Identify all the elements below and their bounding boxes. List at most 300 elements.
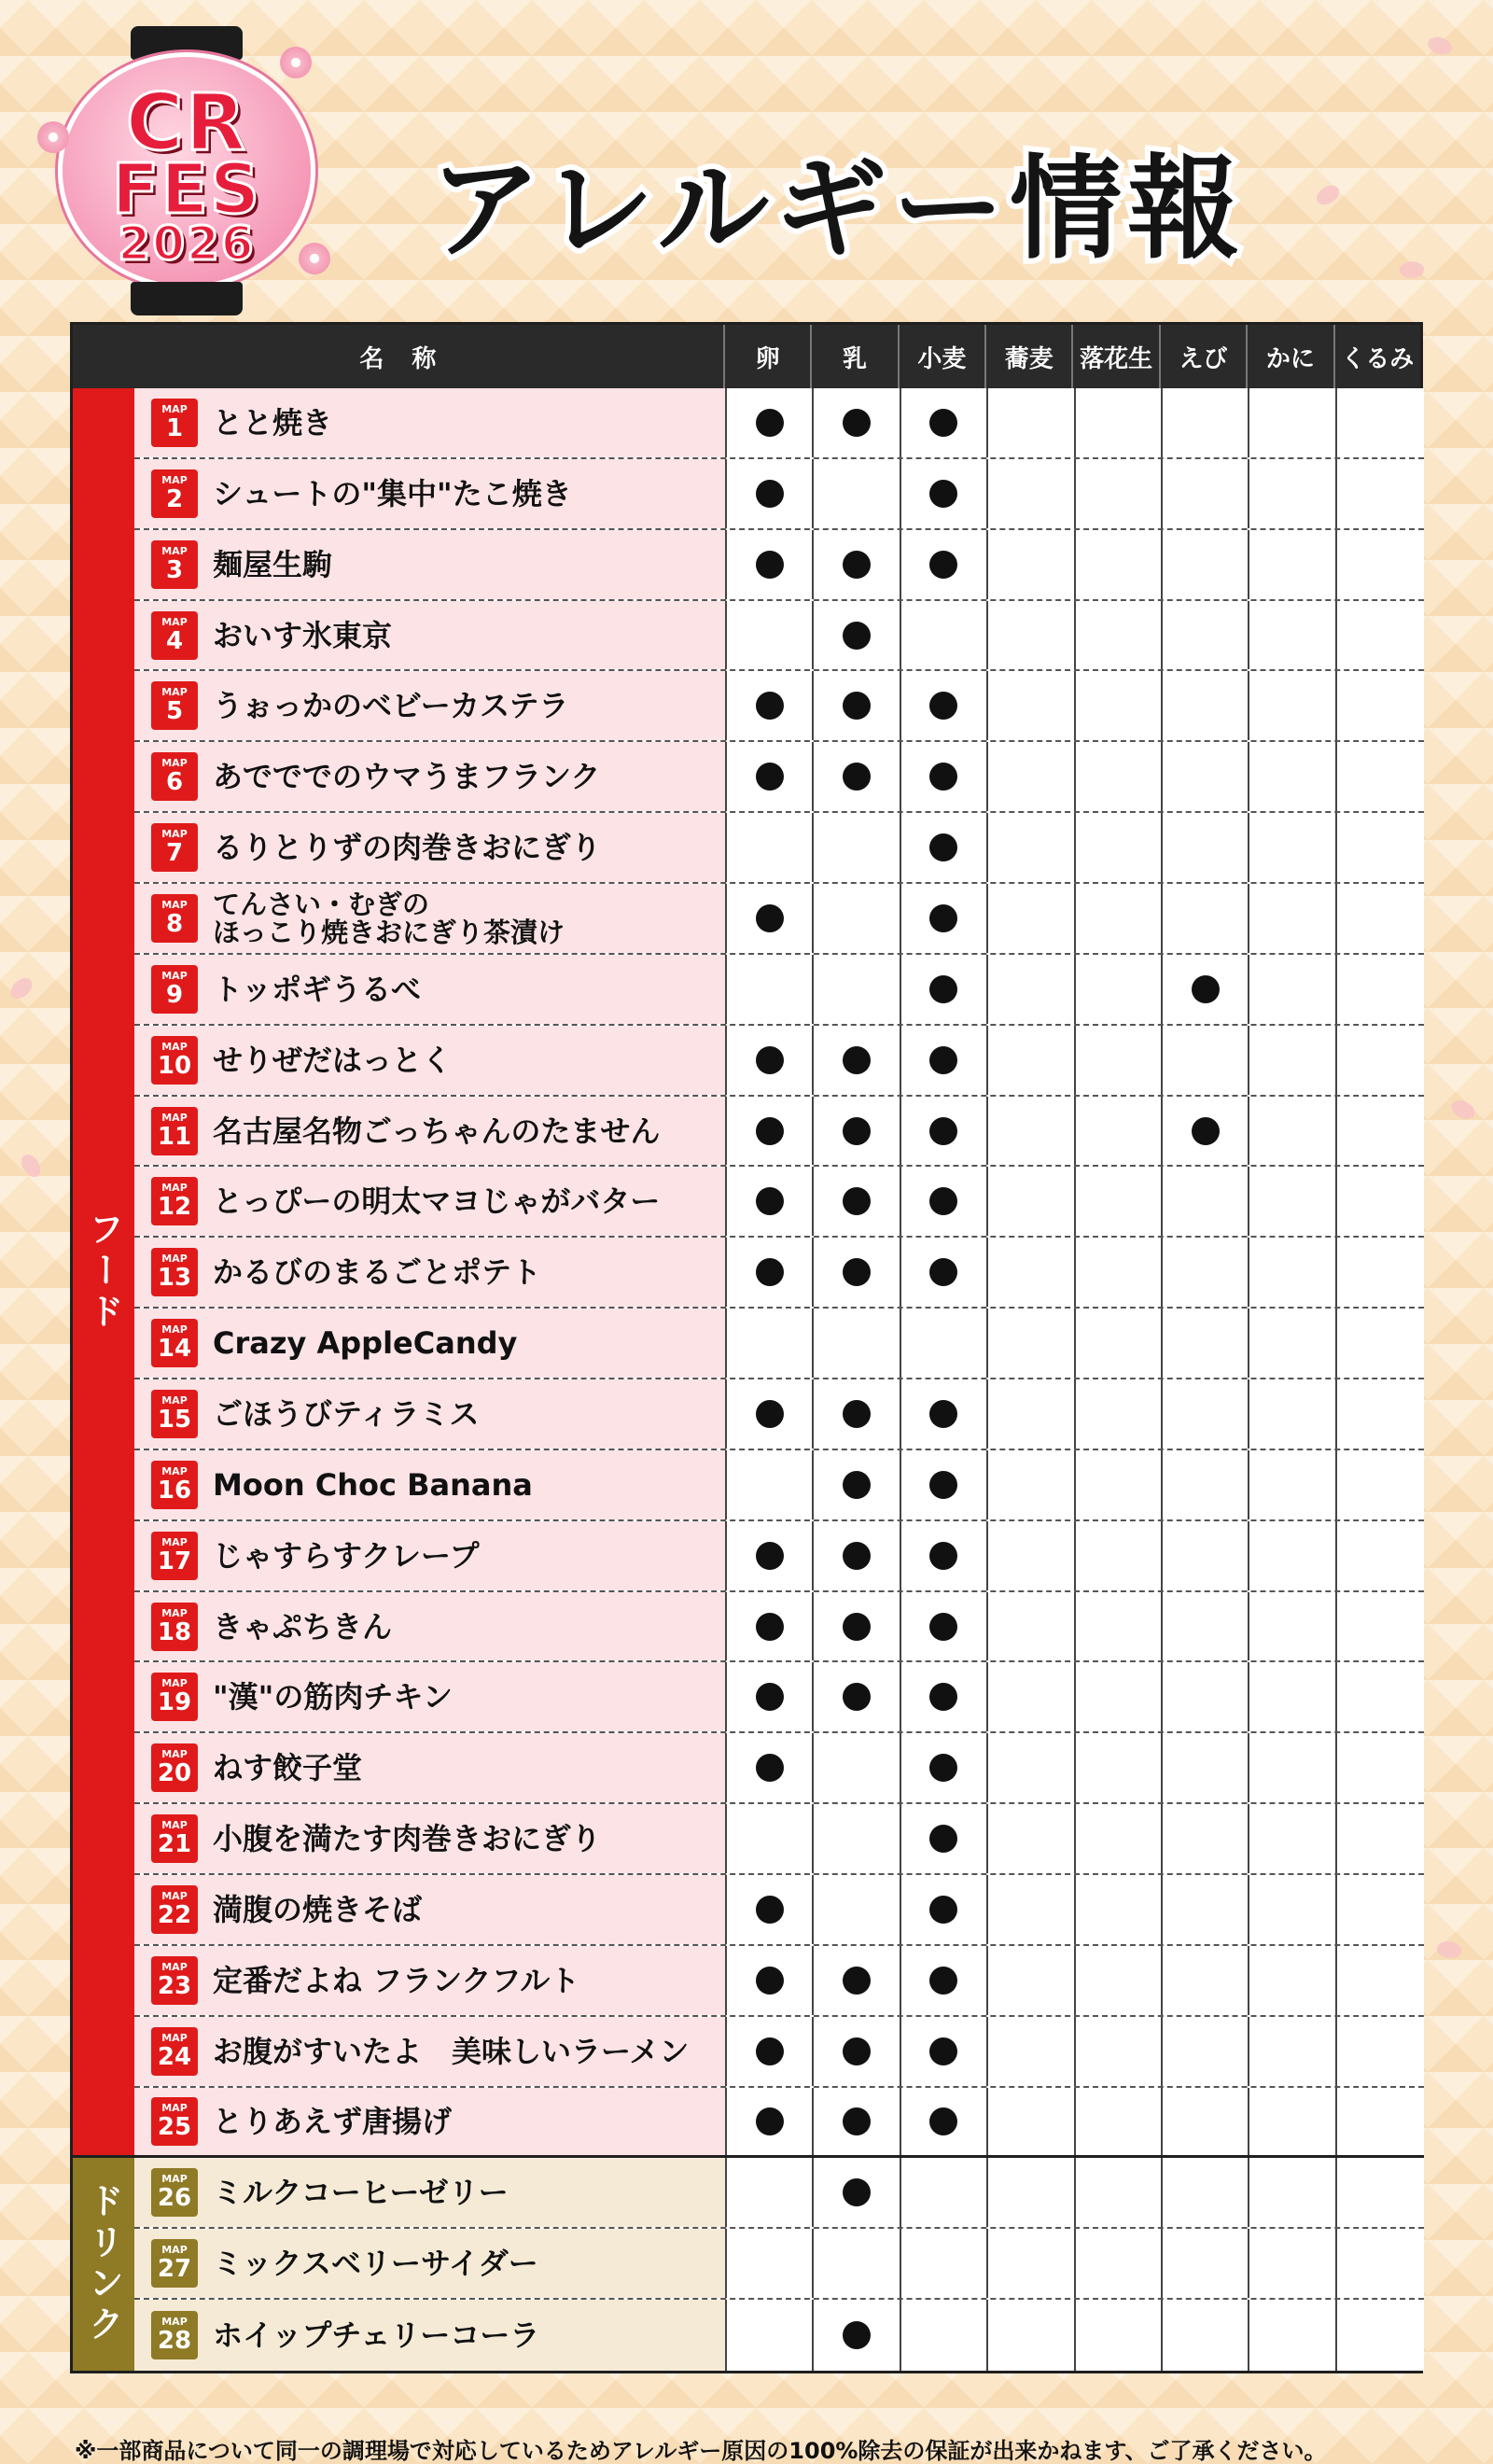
map-number: 21	[157, 1830, 192, 1859]
petal-decoration	[1435, 1938, 1464, 1962]
contains-dot-icon	[843, 1471, 871, 1499]
allergen-cell-6	[1163, 2017, 1249, 2086]
allergen-cell-3	[901, 742, 988, 811]
allergen-cell-2	[814, 884, 900, 953]
allergen-cell-6	[1163, 1875, 1249, 1944]
allergen-cell-3	[901, 388, 988, 457]
allergen-cell-3	[901, 2017, 988, 2086]
allergen-cell-5	[1076, 955, 1163, 1024]
allergen-cell-8	[1337, 2300, 1424, 2371]
item-name: ミルクコーヒーゼリー	[213, 2175, 509, 2211]
allergen-cell-6	[1163, 955, 1249, 1024]
contains-dot-icon	[929, 904, 957, 932]
allergen-cell-1	[727, 884, 814, 953]
map-number: 5	[165, 697, 184, 726]
allergen-cell-4	[988, 459, 1075, 528]
item-name: Moon Choc Banana	[213, 1466, 533, 1503]
allergen-cell-4	[988, 1450, 1075, 1519]
allergen-cell-1	[727, 1733, 814, 1802]
allergen-cell-6	[1163, 1592, 1249, 1661]
allergen-cell-7	[1249, 1592, 1336, 1661]
allergen-cell-2	[814, 742, 900, 811]
table-row	[134, 1521, 1424, 1592]
contains-dot-icon	[843, 551, 871, 579]
allergen-cell-2	[814, 388, 900, 457]
item-name-cell	[134, 1238, 727, 1307]
contains-dot-icon	[1192, 975, 1220, 1003]
allergen-cell-8	[1337, 1521, 1424, 1590]
allergen-cell-2	[814, 2017, 900, 2086]
contains-dot-icon	[756, 551, 784, 579]
lantern-cap-bottom	[131, 282, 243, 315]
map-badge	[151, 1673, 198, 1721]
map-number: 7	[165, 839, 184, 868]
map-label: MAP	[161, 1464, 188, 1477]
map-number: 6	[165, 768, 184, 797]
map-badge	[151, 2027, 198, 2076]
contains-dot-icon	[756, 1258, 784, 1286]
contains-dot-icon	[843, 1683, 871, 1711]
allergen-cell-1	[727, 1804, 814, 1873]
allergen-cell-4	[988, 2158, 1075, 2227]
allergen-cell-4	[988, 2088, 1075, 2156]
map-badge	[151, 611, 198, 660]
map-number: 4	[165, 626, 184, 655]
sakura-flower-icon	[280, 47, 312, 78]
allergen-cell-8	[1337, 1733, 1424, 1802]
item-name: "漢"の筋肉チキン	[213, 1679, 453, 1715]
allergen-cell-3	[901, 884, 988, 953]
map-number: 16	[157, 1476, 192, 1505]
contains-dot-icon	[843, 1400, 871, 1428]
table-row	[134, 1167, 1424, 1238]
table-row	[134, 1592, 1424, 1663]
map-label: MAP	[161, 1111, 188, 1124]
allergen-cell-6	[1163, 742, 1249, 811]
item-name-cell	[134, 1662, 727, 1731]
allergen-cell-5	[1076, 1804, 1163, 1873]
map-number: 9	[165, 980, 184, 1009]
allergen-cell-7	[1249, 601, 1336, 670]
table-row	[134, 1733, 1424, 1804]
map-label: MAP	[161, 1677, 188, 1690]
allergen-cell-6	[1163, 1309, 1249, 1378]
contains-dot-icon	[756, 1754, 784, 1782]
allergen-cell-6	[1163, 2158, 1249, 2227]
allergen-cell-5	[1076, 1733, 1163, 1802]
map-badge	[151, 1885, 198, 1934]
contains-dot-icon	[756, 904, 784, 932]
allergen-cell-5	[1076, 388, 1163, 457]
header-allergen: えび	[1159, 325, 1246, 388]
allergen-cell-6	[1163, 1379, 1249, 1449]
item-name: とりあえず唐揚げ	[213, 2104, 453, 2140]
table-row	[134, 955, 1424, 1026]
allergen-cell-7	[1249, 1309, 1336, 1378]
contains-dot-icon	[843, 409, 871, 437]
allergen-cell-4	[988, 2017, 1075, 2086]
item-name: あでででのウマうまフランク	[213, 759, 601, 795]
allergen-cell-6	[1163, 2229, 1249, 2298]
allergen-cell-3	[901, 1592, 988, 1661]
contains-dot-icon	[929, 409, 957, 437]
map-label: MAP	[161, 1960, 188, 1973]
allergen-cell-1	[727, 1592, 814, 1661]
map-number: 15	[157, 1405, 192, 1434]
allergen-cell-4	[988, 1662, 1075, 1731]
allergen-cell-7	[1249, 1875, 1336, 1944]
event-logo	[28, 19, 317, 308]
allergen-cell-8	[1337, 1379, 1424, 1449]
allergen-cell-4	[988, 1097, 1075, 1166]
allergen-cell-3	[901, 955, 988, 1024]
allergen-cell-8	[1337, 1804, 1424, 1873]
allergen-cell-7	[1249, 1379, 1336, 1449]
allergen-cell-1	[727, 955, 814, 1024]
allergen-cell-4	[988, 388, 1075, 457]
allergen-cell-6	[1163, 1026, 1249, 1095]
allergen-cell-1	[727, 2158, 814, 2227]
contains-dot-icon	[843, 1046, 871, 1074]
item-name-cell	[134, 1804, 727, 1873]
logo-text-year: 2026	[118, 217, 256, 271]
contains-dot-icon	[843, 1613, 871, 1641]
contains-dot-icon	[756, 2037, 784, 2065]
allergen-cell-2	[814, 530, 900, 599]
allergen-cell-1	[727, 2088, 814, 2156]
contains-dot-icon	[843, 1967, 871, 1995]
map-label: MAP	[161, 757, 188, 770]
allergen-cell-2	[814, 955, 900, 1024]
contains-dot-icon	[843, 2178, 871, 2206]
allergen-cell-3	[901, 1662, 988, 1731]
item-name-cell	[134, 459, 727, 528]
allergen-cell-1	[727, 742, 814, 811]
contains-dot-icon	[929, 1754, 957, 1782]
allergen-cell-2	[814, 1875, 900, 1944]
allergen-cell-8	[1337, 388, 1424, 457]
allergen-cell-2	[814, 1309, 900, 1378]
contains-dot-icon	[756, 1613, 784, 1641]
contains-dot-icon	[929, 1400, 957, 1428]
petal-decoration	[1448, 1096, 1477, 1125]
contains-dot-icon	[929, 1187, 957, 1215]
allergen-cell-3	[901, 1309, 988, 1378]
allergen-cell-7	[1249, 2017, 1336, 2086]
allergen-cell-7	[1249, 813, 1336, 882]
contains-dot-icon	[929, 975, 957, 1003]
allergen-cell-1	[727, 1946, 814, 2015]
map-label: MAP	[161, 2316, 188, 2329]
allergen-cell-8	[1337, 1167, 1424, 1236]
item-name: てんさい・むぎの ほっこり焼きおにぎり茶漬け	[213, 888, 565, 948]
allergen-cell-5	[1076, 1238, 1163, 1307]
allergen-cell-8	[1337, 2158, 1424, 2227]
allergen-cell-8	[1337, 601, 1424, 670]
table-row	[134, 813, 1424, 884]
allergen-cell-6	[1163, 671, 1249, 740]
item-name: せりぜだはっとく	[213, 1042, 453, 1078]
item-name: 小腹を満たす肉巻きおにぎり	[213, 1821, 602, 1857]
contains-dot-icon	[929, 833, 957, 861]
item-name-cell	[134, 884, 727, 953]
map-label: MAP	[161, 1393, 188, 1407]
petal-decoration	[1399, 259, 1426, 280]
allergen-cell-2	[814, 459, 900, 528]
allergen-cell-8	[1337, 813, 1424, 882]
contains-dot-icon	[929, 1683, 957, 1711]
allergen-cell-8	[1337, 1238, 1424, 1307]
allergen-cell-4	[988, 671, 1075, 740]
map-badge	[151, 1603, 198, 1651]
item-name: 定番だよね フランクフルト	[213, 1962, 580, 1998]
allergen-cell-1	[727, 1026, 814, 1095]
table-body	[73, 388, 1420, 2371]
allergen-cell-5	[1076, 671, 1163, 740]
allergen-cell-3	[901, 1097, 988, 1166]
disclaimer-note: ※一部商品について同一の調理場で対応しているためアレルギー原因の100%除去の保証が出来かねます、ご了承ください。	[75, 2438, 1327, 2464]
map-label: MAP	[161, 1535, 188, 1548]
allergen-cell-3	[901, 2158, 988, 2227]
item-name-cell	[134, 388, 727, 457]
item-name-cell	[134, 1946, 727, 2015]
item-name-cell	[134, 601, 727, 670]
allergen-cell-3	[901, 2229, 988, 2298]
table-row	[134, 2088, 1424, 2159]
contains-dot-icon	[929, 1825, 957, 1853]
map-badge	[151, 823, 198, 872]
allergen-cell-6	[1163, 601, 1249, 670]
item-name-cell	[134, 1592, 727, 1661]
allergen-cell-3	[901, 1167, 988, 1236]
allergen-cell-1	[727, 1662, 814, 1731]
contains-dot-icon	[756, 1117, 784, 1145]
allergen-cell-2	[814, 2088, 900, 2156]
table-row	[134, 2017, 1424, 2088]
contains-dot-icon	[756, 1400, 784, 1428]
table-row	[134, 1309, 1424, 1379]
map-label: MAP	[161, 1182, 188, 1195]
map-number: 14	[157, 1335, 192, 1364]
item-name: 麺屋生駒	[213, 546, 333, 582]
map-number: 22	[157, 1900, 192, 1929]
table-row	[134, 884, 1424, 955]
allergen-cell-6	[1163, 884, 1249, 953]
map-label: MAP	[161, 2102, 188, 2115]
allergen-cell-1	[727, 813, 814, 882]
map-badge	[151, 894, 198, 943]
allergen-cell-7	[1249, 2158, 1336, 2227]
item-name-cell	[134, 955, 727, 1024]
allergen-cell-5	[1076, 601, 1163, 670]
allergen-cell-7	[1249, 884, 1336, 953]
allergen-cell-4	[988, 2300, 1075, 2371]
table-row	[134, 1238, 1424, 1309]
allergen-cell-5	[1076, 2229, 1163, 2298]
map-number: 8	[165, 909, 184, 938]
item-name-cell	[134, 2300, 727, 2371]
contains-dot-icon	[929, 763, 957, 791]
map-badge	[151, 2239, 198, 2288]
allergen-cell-5	[1076, 1662, 1163, 1731]
table-row	[134, 671, 1424, 742]
header-allergen: かに	[1246, 325, 1333, 388]
map-label: MAP	[161, 2244, 188, 2257]
map-badge	[151, 1532, 198, 1580]
allergen-cell-4	[988, 1804, 1075, 1873]
category-food: フード	[73, 388, 134, 2158]
contains-dot-icon	[756, 692, 784, 720]
contains-dot-icon	[843, 2037, 871, 2065]
allergen-cell-6	[1163, 530, 1249, 599]
allergen-cell-5	[1076, 1309, 1163, 1378]
allergen-cell-1	[727, 1167, 814, 1236]
allergen-cell-8	[1337, 1946, 1424, 2015]
allergen-cell-1	[727, 2229, 814, 2298]
allergen-cell-4	[988, 2229, 1075, 2298]
map-badge	[151, 681, 198, 730]
allergen-cell-4	[988, 742, 1075, 811]
allergen-cell-8	[1337, 671, 1424, 740]
allergen-cell-1	[727, 671, 814, 740]
contains-dot-icon	[929, 1471, 957, 1499]
allergen-cell-5	[1076, 2158, 1163, 2227]
allergen-cell-2	[814, 671, 900, 740]
allergen-cell-6	[1163, 1450, 1249, 1519]
allergen-cell-3	[901, 2088, 988, 2156]
allergen-cell-5	[1076, 742, 1163, 811]
contains-dot-icon	[843, 1258, 871, 1286]
allergen-cell-5	[1076, 2017, 1163, 2086]
header-allergen: 卵	[723, 325, 810, 388]
allergen-cell-1	[727, 1875, 814, 1944]
allergen-cell-8	[1337, 1875, 1424, 1944]
item-name: かるびのまるごとポテト	[213, 1254, 542, 1291]
allergen-cell-8	[1337, 2017, 1424, 2086]
allergen-cell-7	[1249, 459, 1336, 528]
map-badge	[151, 399, 198, 447]
allergen-cell-1	[727, 459, 814, 528]
allergen-cell-6	[1163, 388, 1249, 457]
petal-decoration	[1314, 183, 1343, 207]
map-number: 3	[165, 555, 184, 584]
contains-dot-icon	[756, 1542, 784, 1570]
map-number: 12	[157, 1193, 192, 1222]
map-label: MAP	[161, 969, 188, 982]
map-label: MAP	[161, 1253, 188, 1266]
allergen-cell-8	[1337, 459, 1424, 528]
map-badge	[151, 1177, 198, 1225]
item-name: 名古屋名物ごっちゃんのたません	[213, 1113, 661, 1149]
allergen-cell-2	[814, 1662, 900, 1731]
allergen-cell-7	[1249, 1167, 1336, 1236]
map-badge	[151, 1814, 198, 1863]
allergen-cell-2	[814, 1238, 900, 1307]
contains-dot-icon	[929, 551, 957, 579]
allergen-cell-7	[1249, 1662, 1336, 1731]
contains-dot-icon	[756, 1967, 784, 1995]
allergen-cell-1	[727, 1379, 814, 1449]
allergen-cell-7	[1249, 388, 1336, 457]
item-name: お腹がすいたよ 美味しいラーメン	[213, 2033, 690, 2069]
allergen-cell-2	[814, 601, 900, 670]
contains-dot-icon	[756, 409, 784, 437]
allergen-cell-1	[727, 530, 814, 599]
allergen-cell-5	[1076, 530, 1163, 599]
allergen-cell-2	[814, 1521, 900, 1590]
allergen-cell-8	[1337, 1662, 1424, 1731]
item-name-cell	[134, 813, 727, 882]
map-label: MAP	[161, 1040, 188, 1053]
category-column	[73, 388, 134, 2371]
map-badge	[151, 1107, 198, 1155]
item-name: ホイップチェリーコーラ	[213, 2317, 540, 2354]
allergen-cell-8	[1337, 884, 1424, 953]
allergen-cell-4	[988, 1167, 1075, 1236]
contains-dot-icon	[843, 692, 871, 720]
item-name: ごほうびティラミス	[213, 1395, 480, 1432]
table-row	[134, 1946, 1424, 2017]
allergen-cell-7	[1249, 530, 1336, 599]
allergen-cell-4	[988, 1946, 1075, 2015]
map-label: MAP	[161, 615, 188, 628]
allergen-cell-6	[1163, 459, 1249, 528]
allergen-cell-3	[901, 813, 988, 882]
item-name: るりとりずの肉巻きおにぎり	[213, 830, 602, 866]
allergen-cell-6	[1163, 1521, 1249, 1590]
map-label: MAP	[161, 1889, 188, 1902]
allergen-cell-4	[988, 1026, 1075, 1095]
allergen-cell-4	[988, 1592, 1075, 1661]
allergen-cell-5	[1076, 813, 1163, 882]
allergen-cell-2	[814, 1450, 900, 1519]
allergen-cell-2	[814, 1733, 900, 1802]
map-badge	[151, 1390, 198, 1438]
contains-dot-icon	[1192, 1117, 1220, 1145]
table-row	[134, 2158, 1424, 2229]
item-name: シュートの"集中"たこ焼き	[213, 475, 572, 511]
allergen-cell-1	[727, 1521, 814, 1590]
allergen-cell-5	[1076, 1167, 1163, 1236]
map-number: 17	[157, 1547, 192, 1575]
allergen-cell-5	[1076, 1379, 1163, 1449]
allergen-cell-5	[1076, 1875, 1163, 1944]
contains-dot-icon	[756, 1896, 784, 1924]
item-name: おいす氷東京	[213, 617, 393, 653]
allergen-cell-6	[1163, 1097, 1249, 1166]
allergen-cell-2	[814, 1026, 900, 1095]
allergen-cell-1	[727, 1450, 814, 1519]
allergen-cell-2	[814, 1592, 900, 1661]
allergen-cell-3	[901, 530, 988, 599]
map-badge	[151, 965, 198, 1014]
item-name-cell	[134, 1875, 727, 1944]
header-name: 名称	[359, 344, 465, 373]
allergen-cell-8	[1337, 1592, 1424, 1661]
table-row	[134, 1804, 1424, 1875]
item-name: うぉっかのベビーカステラ	[213, 688, 569, 724]
table-row	[134, 1097, 1424, 1168]
allergen-cell-7	[1249, 1521, 1336, 1590]
item-name-cell	[134, 1309, 727, 1378]
allergen-cell-3	[901, 671, 988, 740]
item-name: じゃすらすクレープ	[213, 1537, 480, 1574]
table-row	[134, 1379, 1424, 1450]
item-name-cell	[134, 1167, 727, 1236]
item-name-cell	[134, 1733, 727, 1802]
map-number: 23	[157, 1971, 192, 2000]
item-name-cell	[134, 1097, 727, 1166]
